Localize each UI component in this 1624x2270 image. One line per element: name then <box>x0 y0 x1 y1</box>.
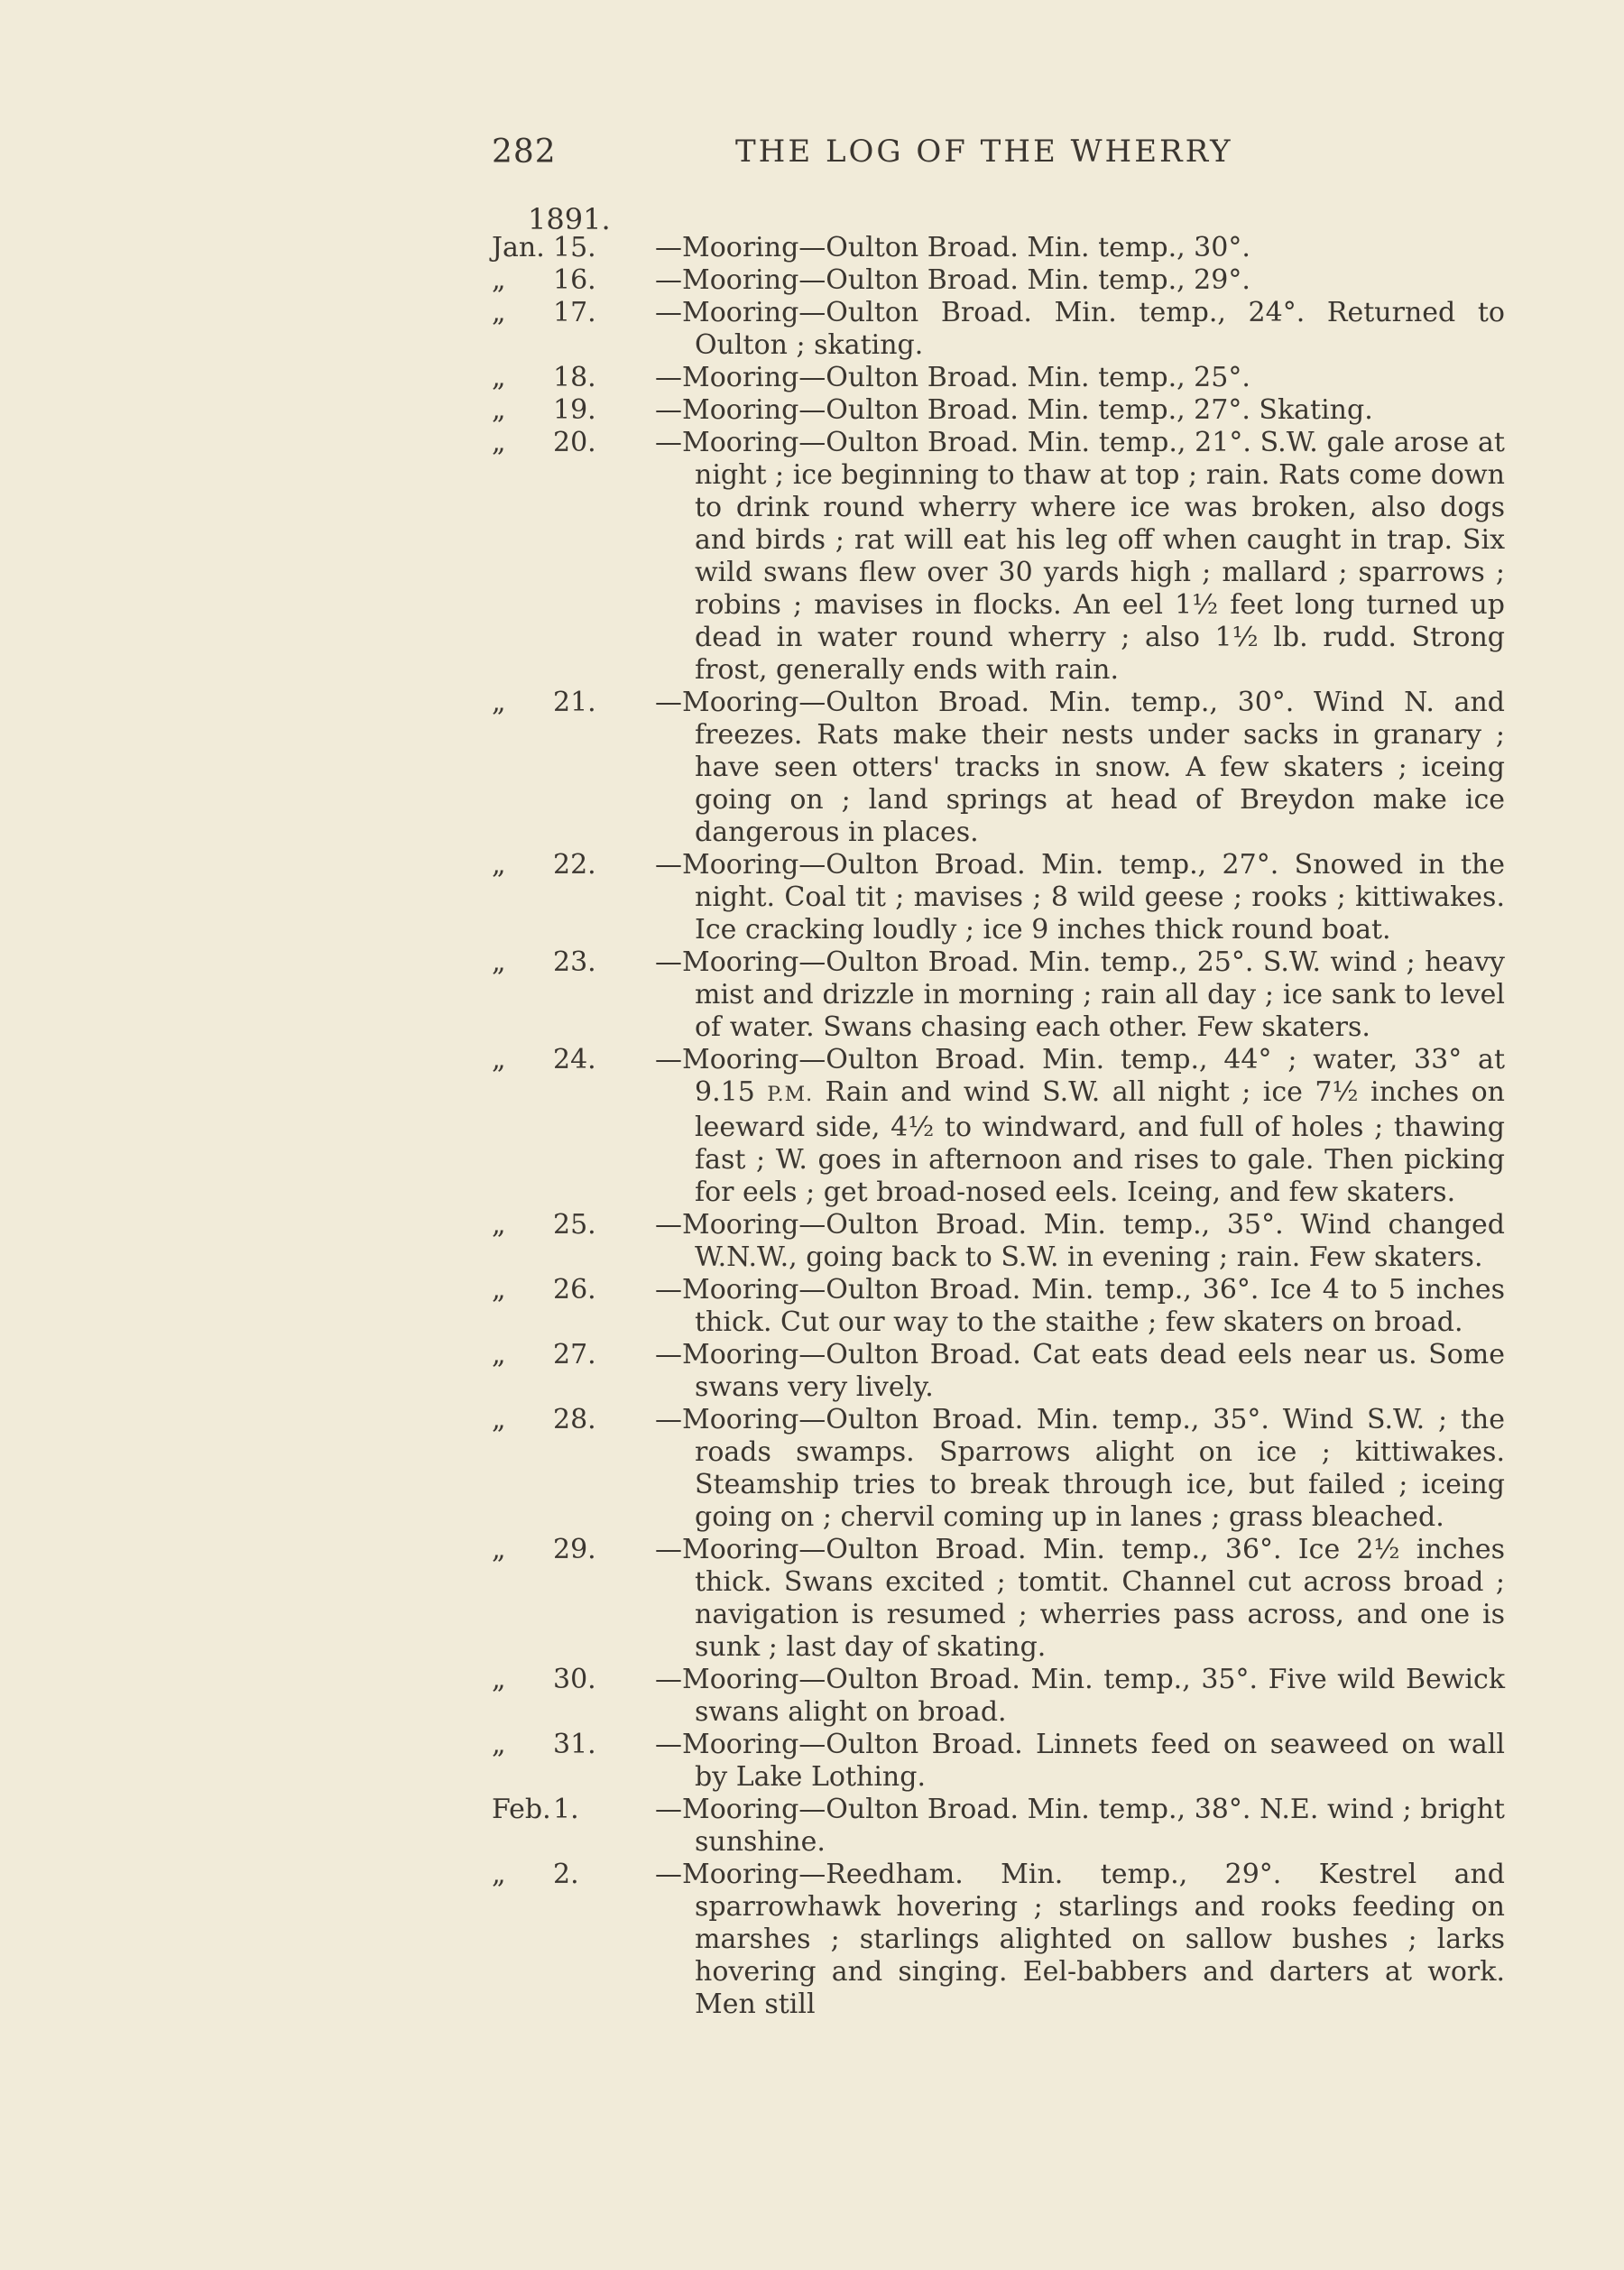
entry-text: —Mooring—Oulton Broad. Min. temp., 35°. Five wild Bewick swans alight on broad. <box>655 1664 1505 1728</box>
entry-month: „ <box>492 362 506 393</box>
entry-text: —Mooring—Oulton Broad. Min. temp., 25°. <box>655 362 1250 393</box>
entry-month: „ <box>492 1859 506 1890</box>
entry-text <box>655 1044 1505 1209</box>
log-entry <box>0 1274 1624 1339</box>
entry-day: 24. <box>553 1044 596 1075</box>
entry-text: —Mooring—Oulton Broad. Linnets feed on seaweed on wall by Lake Lothing. <box>655 1729 1505 1793</box>
entry-day: 15. <box>553 232 596 263</box>
entry-month: „ <box>492 1209 506 1241</box>
entry-day: 26. <box>553 1274 596 1306</box>
entry-day: 19. <box>553 394 596 426</box>
entry-month: „ <box>492 297 506 328</box>
entry-text: —Mooring—Oulton Broad. Min. temp., 30°. <box>655 232 1250 263</box>
page-number: 282 <box>492 134 557 171</box>
log-entry <box>0 1794 1624 1859</box>
entry-day: 2. <box>553 1859 579 1890</box>
log-entry <box>0 297 1624 362</box>
log-entry <box>0 687 1624 849</box>
log-entry <box>0 1534 1624 1664</box>
entry-month: „ <box>492 1404 506 1435</box>
entry-day: 31. <box>553 1729 596 1760</box>
entry-text: —Mooring—Oulton Broad. Min. temp., 36°. Ice 4 to 5 inches thick. Cut our way to the staithe ; few skaters on broad. <box>655 1274 1505 1338</box>
entry-month: „ <box>492 849 506 881</box>
entry-text: —Mooring—Oulton Broad. Min. temp., 36°. Ice 2½ inches thick. Swans excited ; tomtit. Channel cut across broad ; navigation is resumed ; wherries pass across, and one is sunk ; last day of skating. <box>655 1534 1505 1663</box>
log-entry <box>0 1404 1624 1534</box>
entry-day: 21. <box>553 687 596 718</box>
entry-text: —Mooring—Oulton Broad. Min. temp., 27°. Snowed in the night. Coal tit ; mavises ; 8 wild geese ; rooks ; kittiwakes. Ice cracking loudly ; ice 9 inches thick round boat. <box>655 849 1505 946</box>
entry-day: 1. <box>553 1794 579 1825</box>
running-title: THE LOG OF THE WHERRY <box>735 134 1233 170</box>
entry-month: „ <box>492 264 506 296</box>
log-entry <box>0 1209 1624 1274</box>
log-entry <box>0 394 1624 427</box>
entry-text: —Mooring—Oulton Broad. Min. temp., 21°. S.W. gale arose at night ; ice beginning to thaw at top ; rain. Rats come down to drink round wherry where ice was broken, also dogs and birds ; rat will eat his leg off when caught in trap. Six wild swans flew over 30 yards high ; mallard ; sparrows ; robins ; mavises in flocks. An eel 1½ feet long turned up dead in water round wherry ; also 1½ lb. rudd. Strong frost, generally ends with rain. <box>655 427 1505 686</box>
entry-day: 29. <box>553 1534 596 1565</box>
entry-month: „ <box>492 1534 506 1565</box>
entry-month: „ <box>492 1339 506 1370</box>
entry-text: —Mooring—Oulton Broad. Min. temp., 30°. Wind N. and freezes. Rats make their nests under sacks in granary ; have seen otters' tracks in snow. A few skaters ; iceing going on ; land springs at head of Breydon make ice dangerous in places. <box>655 687 1505 848</box>
entry-day: 16. <box>553 264 596 296</box>
log-entry <box>0 1664 1624 1729</box>
entry-text-part: Rain and wind S.W. all night ; ice 7½ inches on leeward side, 4½ to windward, and full of holes ; thawing fast ; W. goes in afternoon and rises to gale. Then picking for eels ; get broad-nosed eels. Iceing, and few skaters. <box>695 1076 1505 1208</box>
entry-day: 18. <box>553 362 596 393</box>
entry-day: 22. <box>553 849 596 881</box>
log-entry <box>0 362 1624 394</box>
log-entry <box>0 427 1624 687</box>
log-entry <box>0 264 1624 297</box>
log-entry <box>0 1859 1624 2021</box>
log-entry <box>0 946 1624 1044</box>
log-entry <box>0 1044 1624 1209</box>
entry-month: „ <box>492 394 506 426</box>
entry-text-part: —Mooring—Oulton Broad. Min. temp., 44° ; water, 33° at 9.15 <box>655 1044 1505 1108</box>
entry-month: „ <box>492 1274 506 1306</box>
entry-text: —Mooring—Oulton Broad. Min. temp., 29°. <box>655 264 1250 296</box>
entry-text: —Mooring—Oulton Broad. Min. temp., 35°. Wind changed W.N.W., going back to S.W. in evening ; rain. Few skaters. <box>655 1209 1505 1273</box>
entry-day: 23. <box>553 946 596 978</box>
entry-month: „ <box>492 687 506 718</box>
log-entry <box>0 1729 1624 1794</box>
entry-text: —Mooring—Oulton Broad. Min. temp., 25°. S.W. wind ; heavy mist and drizzle in morning ; rain all day ; ice sank to level of water. Swans chasing each other. Few skaters. <box>655 946 1505 1043</box>
entry-month: „ <box>492 1729 506 1760</box>
entry-day: 17. <box>553 297 596 328</box>
small-caps-time: P.M. <box>767 1084 814 1106</box>
entry-month: „ <box>492 427 506 458</box>
entry-text: —Mooring—Oulton Broad. Min. temp., 35°. Wind S.W. ; the roads swamps. Sparrows alight on ice ; kittiwakes. Steamship tries to break through ice, but failed ; iceing going on ; chervil coming up in lanes ; grass bleached. <box>655 1404 1505 1533</box>
entry-day: 28. <box>553 1404 596 1435</box>
entry-text: —Mooring—Oulton Broad. Cat eats dead eels near us. Some swans very lively. <box>655 1339 1505 1403</box>
entry-day: 30. <box>553 1664 596 1695</box>
entry-month: „ <box>492 946 506 978</box>
entry-month: „ <box>492 1044 506 1075</box>
entry-month: „ <box>492 1664 506 1695</box>
entry-day: 20. <box>553 427 596 458</box>
log-entry <box>0 1339 1624 1404</box>
log-entries <box>0 232 1624 2021</box>
entry-month: Jan. <box>492 232 545 263</box>
log-entry <box>0 849 1624 946</box>
entry-text: —Mooring—Oulton Broad. Min. temp., 38°. N.E. wind ; bright sunshine. <box>655 1794 1505 1858</box>
entry-text: —Mooring—Oulton Broad. Min. temp., 27°. Skating. <box>655 394 1373 426</box>
entry-text: —Mooring—Reedham. Min. temp., 29°. Kestrel and sparrowhawk hovering ; starlings and rooks feeding on marshes ; starlings alighted on sallow bushes ; larks hovering and singing. Eel-babbers and darters at work. Men still <box>655 1859 1505 2020</box>
entry-text: —Mooring—Oulton Broad. Min. temp., 24°. Returned to Oulton ; skating. <box>655 297 1505 361</box>
entry-month: Feb. <box>492 1794 551 1825</box>
log-entry <box>0 232 1624 264</box>
entry-day: 25. <box>553 1209 596 1241</box>
year-heading: 1891. <box>528 202 611 236</box>
page-header <box>492 134 1502 179</box>
entry-day: 27. <box>553 1339 596 1370</box>
